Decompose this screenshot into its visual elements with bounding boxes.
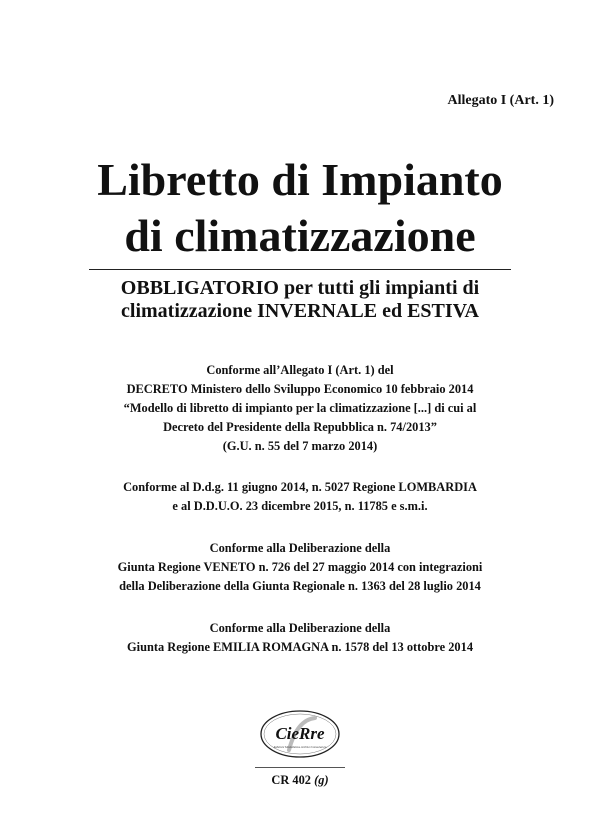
document-code-main: CR 402 bbox=[271, 773, 312, 787]
conformity-block-lombardia bbox=[0, 478, 600, 516]
text-line: Conforme alla Deliberazione della bbox=[209, 621, 391, 635]
page-title bbox=[0, 152, 600, 264]
conformity-block-veneto bbox=[0, 539, 600, 596]
text-line: “Modello di libretto di impianto per la climatizzazione [...] di cui al bbox=[123, 401, 477, 415]
text-line: Conforme alla Deliberazione della bbox=[209, 541, 391, 555]
subtitle-line: climatizzazione INVERNALE ed ESTIVA bbox=[121, 300, 479, 322]
subtitle-line: OBBLIGATORIO per tutti gli impianti di bbox=[120, 277, 480, 299]
conformity-block-decree bbox=[0, 361, 600, 456]
text-line: e al D.D.U.O. 23 dicembre 2015, n. 11785 e s.m.i. bbox=[172, 499, 428, 513]
conformity-block-emilia-romagna bbox=[0, 619, 600, 657]
page-subtitle bbox=[0, 277, 600, 323]
document-code bbox=[0, 773, 600, 788]
annex-reference: Allegato I (Art. 1) bbox=[447, 93, 554, 108]
cierre-logo bbox=[259, 709, 341, 759]
logo-wordmark: CieRre bbox=[275, 724, 325, 743]
title-divider bbox=[89, 269, 511, 270]
text-line: Conforme al D.d.g. 11 giugno 2014, n. 5027 Regione LOMBARDIA bbox=[123, 480, 477, 494]
text-line: Giunta Regione EMILIA ROMAGNA n. 1578 del 13 ottobre 2014 bbox=[126, 640, 474, 654]
title-line: Libretto di Impianto bbox=[97, 154, 503, 205]
logo-tagline: Edizioni Modulistica Archivi Consulenza bbox=[273, 745, 327, 749]
text-line: DECRETO Ministero dello Sviluppo Economico 10 febbraio 2014 bbox=[126, 382, 474, 396]
title-line: di climatizzazione bbox=[124, 210, 476, 261]
logo-divider bbox=[255, 767, 345, 768]
text-line: Decreto del Presidente della Repubblica n. 74/2013” bbox=[163, 420, 437, 434]
text-line: (G.U. n. 55 del 7 marzo 2014) bbox=[222, 439, 378, 453]
text-line: Conforme all’Allegato I (Art. 1) del bbox=[206, 363, 394, 377]
text-line: della Deliberazione della Giunta Regionale n. 1363 del 28 luglio 2014 bbox=[119, 579, 481, 593]
text-line: Giunta Regione VENETO n. 726 del 27 maggio 2014 con integrazioni bbox=[117, 560, 483, 574]
document-code-suffix: (g) bbox=[314, 773, 329, 787]
